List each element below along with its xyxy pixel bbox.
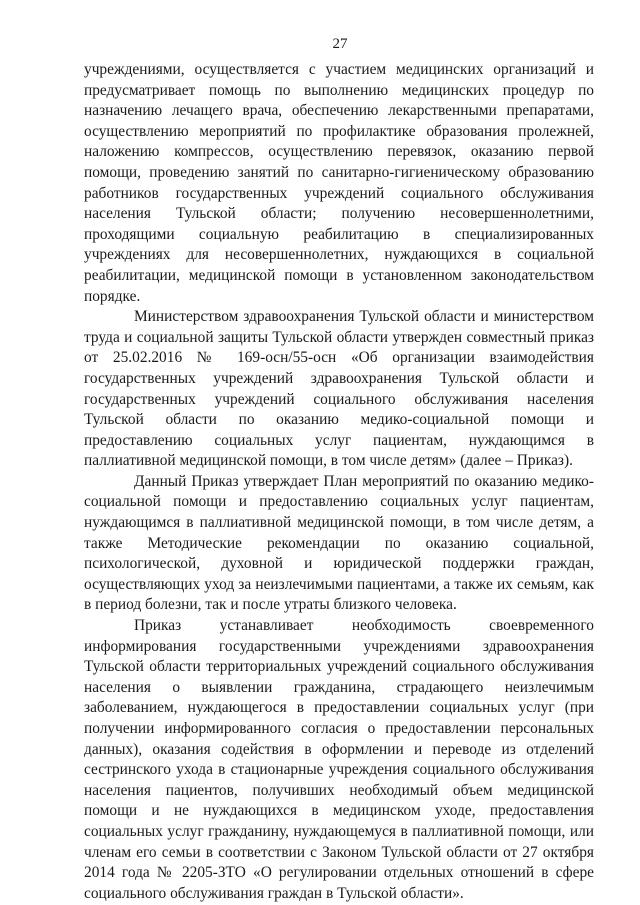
page-number: 27: [332, 36, 348, 52]
paragraph-order-plan: Данный Приказ утверждает План мероприятий по оказанию медико-социальной помощи и предоставлению социальных услуг пациентам, нуждающимся в паллиативной медицинской помощи, в том числе детям, а также Методические рекомендации по оказанию социальной, психологической, духовной и юридической поддержки граждан, осуществляющих уход за неизлечимыми пациентами, а также их семьям, как в период болезни, так и после утраты близкого человека.: [84, 472, 594, 614]
paragraph-continued: учреждениями, осуществляется с участием медицинских организаций и предусматривает помощь по выполнению медицинских процедур по назначению лечащего врача, обеспечению лекарственными препаратами, осуществлению мероприятий по профилактике образования пролежней, наложению компрессов, осуществлению перевязок, оказанию первой помощи, проведению занятий по санитарно-гигиеническому образованию работников государственных учреждений социального обслуживания населения Тульской области; получению несовершеннолетними, проходящими социальную реабилитацию в специализированных учреждениях для несовершеннолетних, нуждающихся в социальной реабилитации, медицинской помощи в установленном законодательством порядке.: [84, 61, 594, 305]
document-body: [84, 60, 594, 904]
paragraph-order-requirements: Приказ устанавливает необходимость своевременного информирования государственными учреждениями здравоохранения Тульской области территориальных учреждений социального обслуживания населения о выявлении гражданина, страдающего неизлечимым заболеванием, нуждающегося в предоставлении социальных услуг (при получении информированного согласия о предоставлении персональных данных), оказания содействия в оформлении и переводе из отделений сестринского ухода в стационарные учреждения социального обслуживания населения пациентов, получивших необходимый объем медицинской помощи и не нуждающихся в медицинском уходе, предоставления социальных услуг гражданину, нуждающемуся в паллиативной помощи, или членам его семьи в соответствии с Законом Тульской области от 27 октября 2014 года № 2205-ЗТО «О регулировании отдельных отношений в сфере социального обслуживания граждан в Тульской области».: [84, 617, 594, 902]
paragraph-joint-order: Министерством здравоохранения Тульской области и министерством труда и социальной защиты Тульской области утвержден совместный приказ от 25.02.2016 № 169-осн/55-осн «Об организации взаимодействия государственных учреждений здравоохранения Тульской области и государственных учреждений социального обслуживания населения Тульской области по оказанию медико-социальной помощи и предоставлению социальных услуг пациентам, нуждающимся в паллиативной медицинской помощи, в том числе детям» (далее – Приказ).: [84, 308, 594, 470]
